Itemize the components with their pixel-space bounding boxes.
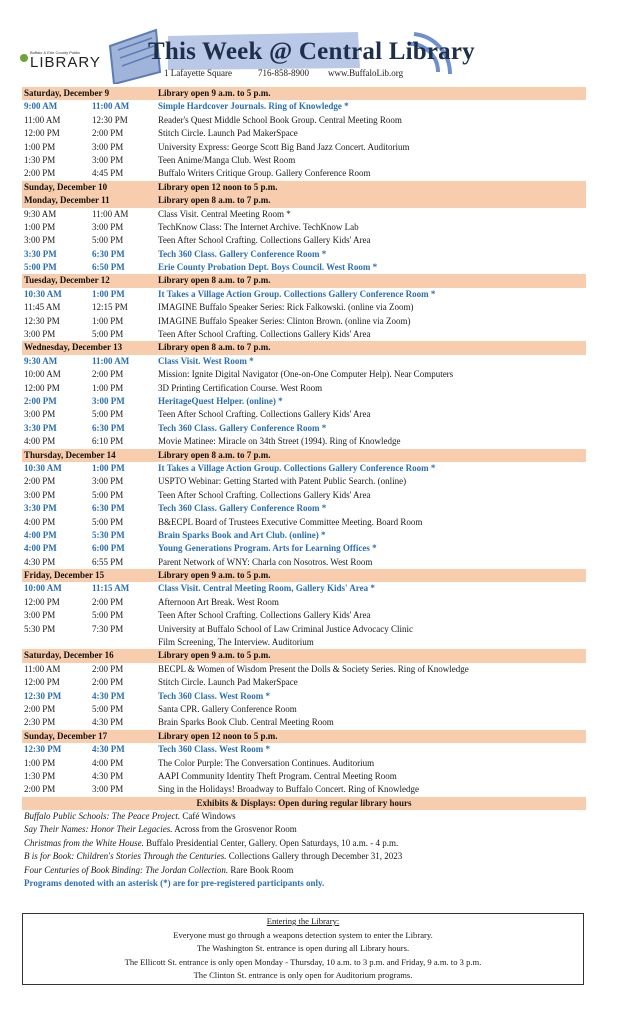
day-hours: Library open 12 noon to 5 p.m. <box>158 730 278 741</box>
event-title[interactable]: HeritageQuest Helper. (online) * <box>158 395 283 406</box>
event-row <box>22 475 586 488</box>
event-start-time: 10:30 AM <box>24 462 62 473</box>
event-title: IMAGINE Buffalo Speaker Series: Rick Falkowski. (online via Zoom) <box>158 302 414 313</box>
event-start-time: 12:30 PM <box>24 744 62 755</box>
event-end-time: 1:00 PM <box>92 288 125 299</box>
event-start-time: 4:00 PM <box>24 436 56 447</box>
event-end-time: 6:30 PM <box>92 422 125 433</box>
event-start-time: 3:00 PM <box>24 409 56 420</box>
event-row <box>22 757 586 770</box>
event-row <box>22 516 586 529</box>
event-row <box>22 716 586 729</box>
event-start-time: 3:00 PM <box>24 489 56 500</box>
event-row[interactable] <box>22 422 586 435</box>
event-end-time: 2:00 PM <box>92 369 124 380</box>
event-end-time: 6:55 PM <box>92 556 124 567</box>
event-row <box>22 783 586 796</box>
event-title: Film Screening, The Interview. Auditorium <box>158 637 314 648</box>
day-header-row <box>22 649 586 662</box>
event-end-time: 12:30 PM <box>92 114 128 125</box>
event-end-time: 5:00 PM <box>92 610 124 621</box>
exhibit-item <box>22 864 586 877</box>
event-start-time: 1:00 PM <box>24 757 56 768</box>
event-title: University Express: George Scott Big Band Jazz Concert. Auditorium <box>158 141 410 152</box>
event-row <box>22 234 586 247</box>
event-end-time: 5:00 PM <box>92 235 124 246</box>
event-end-time: 5:00 PM <box>92 703 124 714</box>
day-date: Friday, December 15 <box>24 570 105 581</box>
event-end-time: 11:00 AM <box>92 355 130 366</box>
event-start-time: 3:00 PM <box>24 235 56 246</box>
exhibit-title: Say Their Names: Honor Their Legacies. <box>24 824 173 835</box>
event-start-time: 2:30 PM <box>24 717 56 728</box>
event-end-time: 11:00 AM <box>92 208 129 219</box>
event-title: BECPL & Women of Wisdom Present the Dolls & Society Series. Ring of Knowledge <box>158 663 469 674</box>
event-title: Santa CPR. Gallery Conference Room <box>158 703 297 714</box>
event-end-time: 3:00 PM <box>92 221 124 232</box>
event-end-time: 5:00 PM <box>92 329 124 340</box>
logo-leaf-icon <box>20 54 28 62</box>
event-title: IMAGINE Buffalo Speaker Series: Clinton Brown. (online via Zoom) <box>158 315 411 326</box>
event-title[interactable]: Brain Sparks Book and Art Club. (online) * <box>158 529 326 540</box>
event-title[interactable]: Tech 360 Class. Gallery Conference Room * <box>158 422 327 433</box>
day-hours: Library open 9 a.m. to 5 p.m. <box>158 650 271 661</box>
day-header-row <box>22 274 586 287</box>
day-hours: Library open 12 noon to 5 p.m. <box>158 181 278 192</box>
preregistration-note: Programs denoted with an asterisk (*) are for pre-registered participants only. <box>24 878 325 889</box>
event-row <box>22 663 586 676</box>
day-header-row <box>22 449 586 462</box>
event-start-time: 2:00 PM <box>24 703 56 714</box>
day-date: Saturday, December 16 <box>24 650 114 661</box>
event-title: AAPI Community Identity Theft Program. Central Meeting Room <box>158 770 397 781</box>
event-end-time: 3:00 PM <box>92 154 124 165</box>
event-end-time: 2:00 PM <box>92 128 124 139</box>
event-title: Teen After School Crafting. Collections Gallery Kids' Area <box>158 489 371 500</box>
event-start-time: 12:00 PM <box>24 677 60 688</box>
event-row[interactable] <box>22 100 586 113</box>
exhibit-location: Rare Book Room <box>228 864 294 875</box>
event-end-time: 11:00 AM <box>92 101 130 112</box>
exhibit-location: Across from the Grosvenor Room <box>172 824 297 835</box>
event-start-time: 9:00 AM <box>24 101 58 112</box>
event-start-time: 3:00 PM <box>24 610 56 621</box>
day-date: Monday, December 11 <box>24 195 110 206</box>
event-title: Afternoon Art Break. West Room <box>158 596 279 607</box>
logo-subtitle: Buffalo & Erie County Public <box>30 50 81 55</box>
event-end-time: 3:00 PM <box>92 476 124 487</box>
library-logo[interactable] <box>20 50 110 70</box>
event-end-time: 5:00 PM <box>92 489 124 500</box>
event-end-time: 5:00 PM <box>92 516 124 527</box>
event-title: Teen After School Crafting. Collections Gallery Kids' Area <box>158 610 371 621</box>
exhibit-location: Buffalo Presidential Center, Gallery. Open Saturdays, 10 a.m. - 4 p.m. <box>143 837 399 848</box>
event-end-time: 3:00 PM <box>92 395 125 406</box>
event-end-time: 1:00 PM <box>92 382 124 393</box>
event-title: Buffalo Writers Critique Group. Gallery Conference Room <box>158 168 371 179</box>
notice-line: The Washington St. entrance is open during all Library hours. <box>196 943 410 953</box>
event-title[interactable]: It Takes a Village Action Group. Collections Gallery Conference Room * <box>158 288 436 299</box>
exhibit-title: Buffalo Public Schools: The Peace Project. <box>24 811 181 822</box>
event-start-time: 11:00 AM <box>24 114 61 125</box>
day-hours: Library open 8 a.m. to 7 p.m. <box>158 342 271 353</box>
schedule-table <box>22 87 586 890</box>
event-title: Reader's Quest Middle School Book Group. Central Meeting Room <box>158 114 402 125</box>
exhibit-title: Christmas from the White House. <box>24 837 144 848</box>
event-row <box>22 328 586 341</box>
exhibit-item <box>22 837 586 850</box>
event-title: The Color Purple: The Conversation Continues. Auditorium <box>158 757 375 768</box>
event-end-time: 11:15 AM <box>92 583 130 594</box>
event-title[interactable]: Young Generations Program. Arts for Learning Offices * <box>158 543 377 554</box>
event-start-time: 10:00 AM <box>24 369 61 380</box>
event-row <box>22 221 586 234</box>
event-end-time: 6:00 PM <box>92 543 125 554</box>
event-end-time: 4:00 PM <box>92 757 124 768</box>
event-title: Mission: Ignite Digital Navigator (One-on-One Computer Help). Near Computers <box>158 369 454 380</box>
event-start-time: 2:00 PM <box>24 168 56 179</box>
event-title: Teen After School Crafting. Collections Gallery Kids' Area <box>158 329 371 340</box>
event-row[interactable] <box>22 743 586 756</box>
header <box>0 0 622 90</box>
day-header-row <box>22 730 586 743</box>
event-start-time: 5:00 PM <box>24 262 57 273</box>
event-title: Class Visit. Central Meeting Room * <box>158 208 291 219</box>
day-hours: Library open 9 a.m. to 5 p.m. <box>158 570 271 581</box>
event-end-time: 3:00 PM <box>92 784 124 795</box>
event-start-time: 2:00 PM <box>24 395 57 406</box>
day-header-row <box>22 569 586 582</box>
event-end-time: 1:00 PM <box>92 315 124 326</box>
event-row <box>22 208 586 221</box>
event-row <box>22 636 586 649</box>
event-row[interactable] <box>22 529 586 542</box>
event-row[interactable] <box>22 395 586 408</box>
event-row <box>22 676 586 689</box>
entering-library-notice <box>22 913 584 985</box>
event-start-time: 4:00 PM <box>24 529 57 540</box>
event-start-time: 4:00 PM <box>24 543 57 554</box>
event-row <box>22 368 586 381</box>
event-start-time: 3:30 PM <box>24 503 57 514</box>
day-hours: Library open 8 a.m. to 7 p.m. <box>158 449 271 460</box>
event-end-time: 5:30 PM <box>92 529 125 540</box>
event-end-time: 4:30 PM <box>92 690 125 701</box>
event-end-time: 2:00 PM <box>92 677 124 688</box>
event-start-time: 4:00 PM <box>24 516 56 527</box>
event-start-time: 2:00 PM <box>24 784 56 795</box>
event-row <box>22 435 586 448</box>
event-end-time: 7:30 PM <box>92 623 124 634</box>
event-end-time: 4:45 PM <box>92 168 124 179</box>
event-title: USPTO Webinar: Getting Started with Patent Public Search. (online) <box>158 476 407 487</box>
event-start-time: 12:30 PM <box>24 690 62 701</box>
day-date: Sunday, December 10 <box>24 181 108 192</box>
day-header-row <box>22 341 586 354</box>
event-start-time: 1:00 PM <box>24 221 56 232</box>
event-title[interactable]: Tech 360 Class. West Room * <box>158 690 271 701</box>
event-start-time: 3:30 PM <box>24 422 57 433</box>
event-end-time: 4:30 PM <box>92 744 125 755</box>
logo-wordmark: LIBRARY <box>30 54 101 71</box>
event-title: TechKnow Class: The Internet Archive. TechKnow Lab <box>158 221 359 232</box>
phone-number[interactable]: 716-858-8900 <box>258 68 309 78</box>
event-title: 3D Printing Certification Course. West Room <box>158 382 323 393</box>
event-row <box>22 127 586 140</box>
notice-line: The Clinton St. entrance is only open for Auditorium programs. <box>193 970 413 980</box>
event-title: Teen After School Crafting. Collections Gallery Kids' Area <box>158 235 371 246</box>
event-title[interactable]: It Takes a Village Action Group. Collections Gallery Conference Room * <box>158 462 436 473</box>
event-title: University at Buffalo School of Law Criminal Justice Advocacy Clinic <box>158 623 414 634</box>
day-date: Tuesday, December 12 <box>24 275 110 286</box>
event-row[interactable] <box>22 288 586 301</box>
day-header-row <box>22 194 586 207</box>
event-row <box>22 382 586 395</box>
event-title[interactable]: Erie County Probation Dept. Boys Council. West Room * <box>158 262 378 273</box>
exhibit-title: B is for Book: Children's Stories Through the Centuries. <box>24 851 227 862</box>
event-start-time: 10:00 AM <box>24 583 62 594</box>
notice-title: Entering the Library: <box>266 916 340 926</box>
event-row <box>22 301 586 314</box>
website-link[interactable]: www.BuffaloLib.org <box>328 68 404 78</box>
event-start-time: 12:30 PM <box>24 315 60 326</box>
day-date: Wednesday, December 13 <box>24 342 123 353</box>
event-row <box>22 114 586 127</box>
event-title[interactable]: Class Visit. Central Meeting Room, Gallery Kids' Area * <box>158 583 375 594</box>
event-title: Stitch Circle. Launch Pad MakerSpace <box>158 677 298 688</box>
notice-line: The Ellicott St. entrance is only open Monday - Thursday, 10 a.m. to 3 p.m. and Friday, 9 a.m. to 3 p.m. <box>124 956 482 967</box>
event-title: Teen Anime/Manga Club. West Room <box>158 154 296 165</box>
event-start-time: 1:30 PM <box>24 154 56 165</box>
event-title[interactable]: Tech 360 Class. Gallery Conference Room * <box>158 503 327 514</box>
event-title[interactable]: Tech 360 Class. Gallery Conference Room * <box>158 248 327 259</box>
event-start-time: 5:30 PM <box>24 623 56 634</box>
day-hours: Library open 8 a.m. to 7 p.m. <box>158 195 271 206</box>
event-row[interactable] <box>22 690 586 703</box>
event-start-time: 3:00 PM <box>24 329 56 340</box>
exhibit-item <box>22 850 586 863</box>
event-end-time: 2:00 PM <box>92 663 124 674</box>
event-row <box>22 596 586 609</box>
exhibit-location: Café Windows <box>180 811 236 822</box>
event-row[interactable] <box>22 582 586 595</box>
event-row <box>22 167 586 180</box>
event-start-time: 2:00 PM <box>24 476 56 487</box>
event-title: B&ECPL Board of Trustees Executive Committee Meeting. Board Room <box>158 516 423 527</box>
event-row[interactable] <box>22 248 586 261</box>
event-end-time: 4:30 PM <box>92 770 124 781</box>
day-header-row <box>22 181 586 194</box>
event-start-time: 10:30 AM <box>24 288 62 299</box>
event-title: Teen After School Crafting. Collections Gallery Kids' Area <box>158 409 371 420</box>
day-hours: Library open 9 a.m. to 5 p.m. <box>158 88 271 98</box>
day-header-row <box>22 87 586 100</box>
event-end-time: 2:00 PM <box>92 596 124 607</box>
event-start-time: 3:30 PM <box>24 248 57 259</box>
day-date: Thursday, December 14 <box>24 449 116 460</box>
day-hours: Library open 8 a.m. to 7 p.m. <box>158 275 271 286</box>
event-row[interactable] <box>22 261 586 274</box>
event-title[interactable]: Class Visit. West Room * <box>158 355 254 366</box>
page-title: This Week @ Central Library <box>148 38 475 65</box>
event-title: Brain Sparks Book Club. Central Meeting Room <box>158 717 334 728</box>
event-row <box>22 703 586 716</box>
event-row <box>22 556 586 569</box>
event-title: Parent Network of WNY: Charla con Nosotros. West Room <box>158 556 373 567</box>
event-row <box>22 770 586 783</box>
event-row[interactable] <box>22 462 586 475</box>
event-row <box>22 489 586 502</box>
event-end-time: 1:00 PM <box>92 462 125 473</box>
event-row <box>22 141 586 154</box>
event-title[interactable]: Simple Hardcover Journals. Ring of Knowledge * <box>158 101 349 112</box>
exhibit-title: Four Centuries of Book Binding: The Jordan Collection. <box>24 864 229 875</box>
event-end-time: 3:00 PM <box>92 141 124 152</box>
event-row <box>22 623 586 636</box>
event-title: Sing in the Holidays! Broadway to Buffalo Concert. Ring of Knowledge <box>158 784 420 795</box>
event-start-time: 1:30 PM <box>24 770 56 781</box>
event-row[interactable] <box>22 542 586 555</box>
event-end-time: 12:15 PM <box>92 302 128 313</box>
event-start-time: 1:00 PM <box>24 141 56 152</box>
event-row[interactable] <box>22 355 586 368</box>
event-end-time: 6:30 PM <box>92 503 125 514</box>
event-start-time: 4:30 PM <box>24 556 56 567</box>
event-start-time: 12:00 PM <box>24 128 60 139</box>
event-end-time: 4:30 PM <box>92 717 124 728</box>
event-row[interactable] <box>22 502 586 515</box>
event-start-time: 11:45 AM <box>24 302 61 313</box>
event-start-time: 9:30 AM <box>24 208 57 219</box>
event-row <box>22 315 586 328</box>
event-row <box>22 609 586 622</box>
event-title: Stitch Circle. Launch Pad MakerSpace <box>158 128 298 139</box>
exhibit-location: Collections Gallery through December 31, 2023 <box>226 851 403 862</box>
event-title[interactable]: Tech 360 Class. West Room * <box>158 744 271 755</box>
event-title: Movie Matinee: Miracle on 34th Street (1994). Ring of Knowledge <box>158 436 401 447</box>
notice-line: Everyone must go through a weapons detection system to enter the Library. <box>173 929 433 940</box>
exhibit-item <box>22 823 586 836</box>
address: 1 Lafayette Square <box>164 68 232 78</box>
event-row <box>22 154 586 167</box>
event-end-time: 6:50 PM <box>92 262 125 273</box>
event-start-time: 11:00 AM <box>24 663 61 674</box>
event-start-time: 9:30 AM <box>24 355 58 366</box>
exhibit-item <box>22 810 586 823</box>
exhibits-heading: Exhibits & Displays: Open during regular library hours <box>22 797 586 810</box>
event-start-time: 12:00 PM <box>24 382 60 393</box>
event-start-time: 12:00 PM <box>24 596 60 607</box>
day-date: Sunday, December 17 <box>24 730 108 741</box>
event-row <box>22 408 586 421</box>
day-date: Saturday, December 9 <box>24 88 110 98</box>
event-end-time: 6:10 PM <box>92 436 124 447</box>
event-end-time: 5:00 PM <box>92 409 124 420</box>
event-end-time: 6:30 PM <box>92 248 125 259</box>
